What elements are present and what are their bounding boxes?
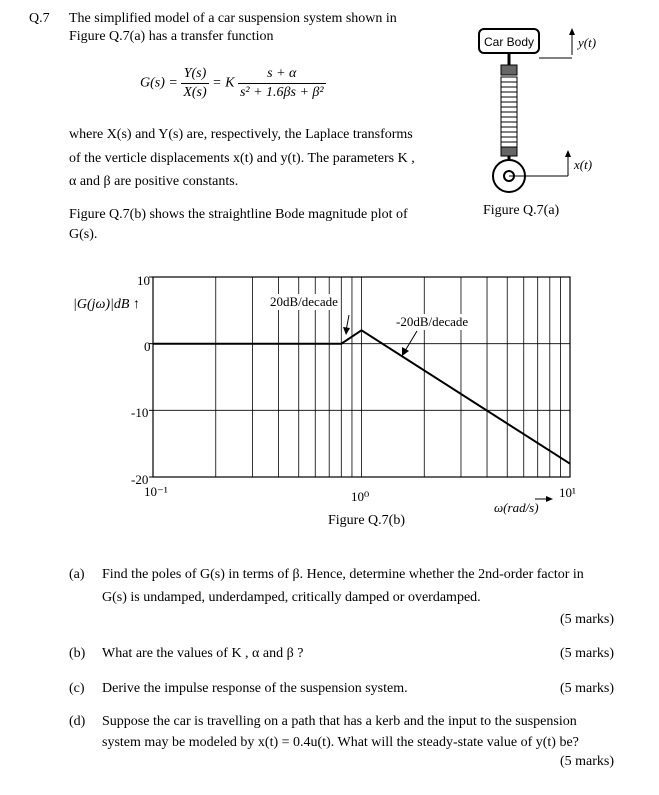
- part-c-line-1: Derive the impulse response of the suspension system.: [102, 681, 408, 696]
- tf-den-1: X(s): [183, 85, 207, 100]
- suspension-diagram: [470, 20, 630, 200]
- where-line-3: α and β are positive constants.: [69, 174, 239, 189]
- bode-line-2: G(s).: [69, 227, 98, 242]
- tf-lhs: G(s) =: [140, 75, 178, 91]
- damper-top: [501, 65, 517, 75]
- part-c-label: (c): [69, 681, 85, 696]
- car-body-label: Car Body: [483, 35, 535, 49]
- part-a-line-2: G(s) is undamped, underdamped, critically damped or overdamped.: [102, 590, 481, 605]
- annot-up-arrow-head: [343, 327, 350, 335]
- bode-xlabel: ω(rad/s): [494, 500, 539, 515]
- spring-coils: [501, 77, 517, 147]
- ytick-10: 10: [137, 273, 150, 288]
- part-b-marks: (5 marks): [560, 646, 615, 661]
- x-axis-arrow-head: [546, 496, 553, 502]
- where-line-1: where X(s) and Y(s) are, respectively, the Laplace transforms: [69, 127, 413, 142]
- x-arrow-head: [565, 150, 571, 157]
- intro-line-2: Figure Q.7(a) has a transfer function: [69, 29, 274, 44]
- figure-b-caption: Figure Q.7(b): [328, 513, 405, 528]
- annot-down-arrow: [405, 331, 417, 351]
- annot-down-arrow-head: [402, 347, 409, 356]
- bode-ylabel: |G(jω)|dB ↑: [73, 297, 140, 312]
- ytick-m20: -20: [131, 472, 149, 487]
- transfer-function: [140, 65, 326, 102]
- y-arrow-head: [569, 28, 575, 35]
- part-a-marks: (5 marks): [560, 612, 615, 627]
- part-b-label: (b): [69, 646, 86, 661]
- part-d-line-2: system may be modeled by x(t) = 0.4u(t). What will the steady-state value of y(t) be?: [102, 735, 579, 750]
- part-d-marks: (5 marks): [560, 754, 615, 769]
- bode-line-1: Figure Q.7(b) shows the straightline Bode magnitude plot of: [69, 207, 408, 222]
- xtick-mid: 10⁰: [351, 489, 370, 504]
- intro-line-1: The simplified model of a car suspension system shown in: [69, 11, 397, 26]
- tf-fraction-1: [181, 65, 208, 102]
- tf-den-2: s² + 1.6βs + β²: [239, 85, 324, 100]
- part-a-label: (a): [69, 567, 85, 582]
- tf-num-1: Y(s): [181, 65, 208, 84]
- bode-plot: [120, 265, 590, 515]
- part-c-marks: (5 marks): [560, 681, 615, 696]
- xtick-left: 10⁻¹: [144, 484, 168, 499]
- xtick-right: 10¹: [559, 485, 576, 500]
- part-b-line-1: What are the values of K , α and β ?: [102, 646, 304, 661]
- ytick-m10: -10: [131, 405, 149, 420]
- annot-up: 20dB/decade: [270, 294, 338, 309]
- x-label: x(t): [574, 157, 593, 172]
- figure-a-caption: Figure Q.7(a): [483, 203, 560, 218]
- tf-eq-k: = K: [212, 75, 235, 91]
- damper-bottom: [501, 147, 517, 156]
- part-a-line-1: Find the poles of G(s) in terms of β. Hence, determine whether the 2nd-order factor in: [102, 567, 584, 582]
- tf-fraction-2: [238, 65, 326, 102]
- annot-down: -20dB/decade: [396, 314, 469, 329]
- question-number: Q.7: [29, 11, 50, 26]
- part-d-line-1: Suppose the car is travelling on a path that has a kerb and the input to the suspension: [102, 714, 577, 729]
- where-line-2: of the verticle displacements x(t) and y(t). The parameters K ,: [69, 151, 415, 166]
- tf-num-2: s + α: [238, 65, 326, 84]
- ytick-0: 0: [144, 339, 151, 354]
- y-label: y(t): [578, 35, 597, 50]
- part-d-label: (d): [69, 714, 86, 729]
